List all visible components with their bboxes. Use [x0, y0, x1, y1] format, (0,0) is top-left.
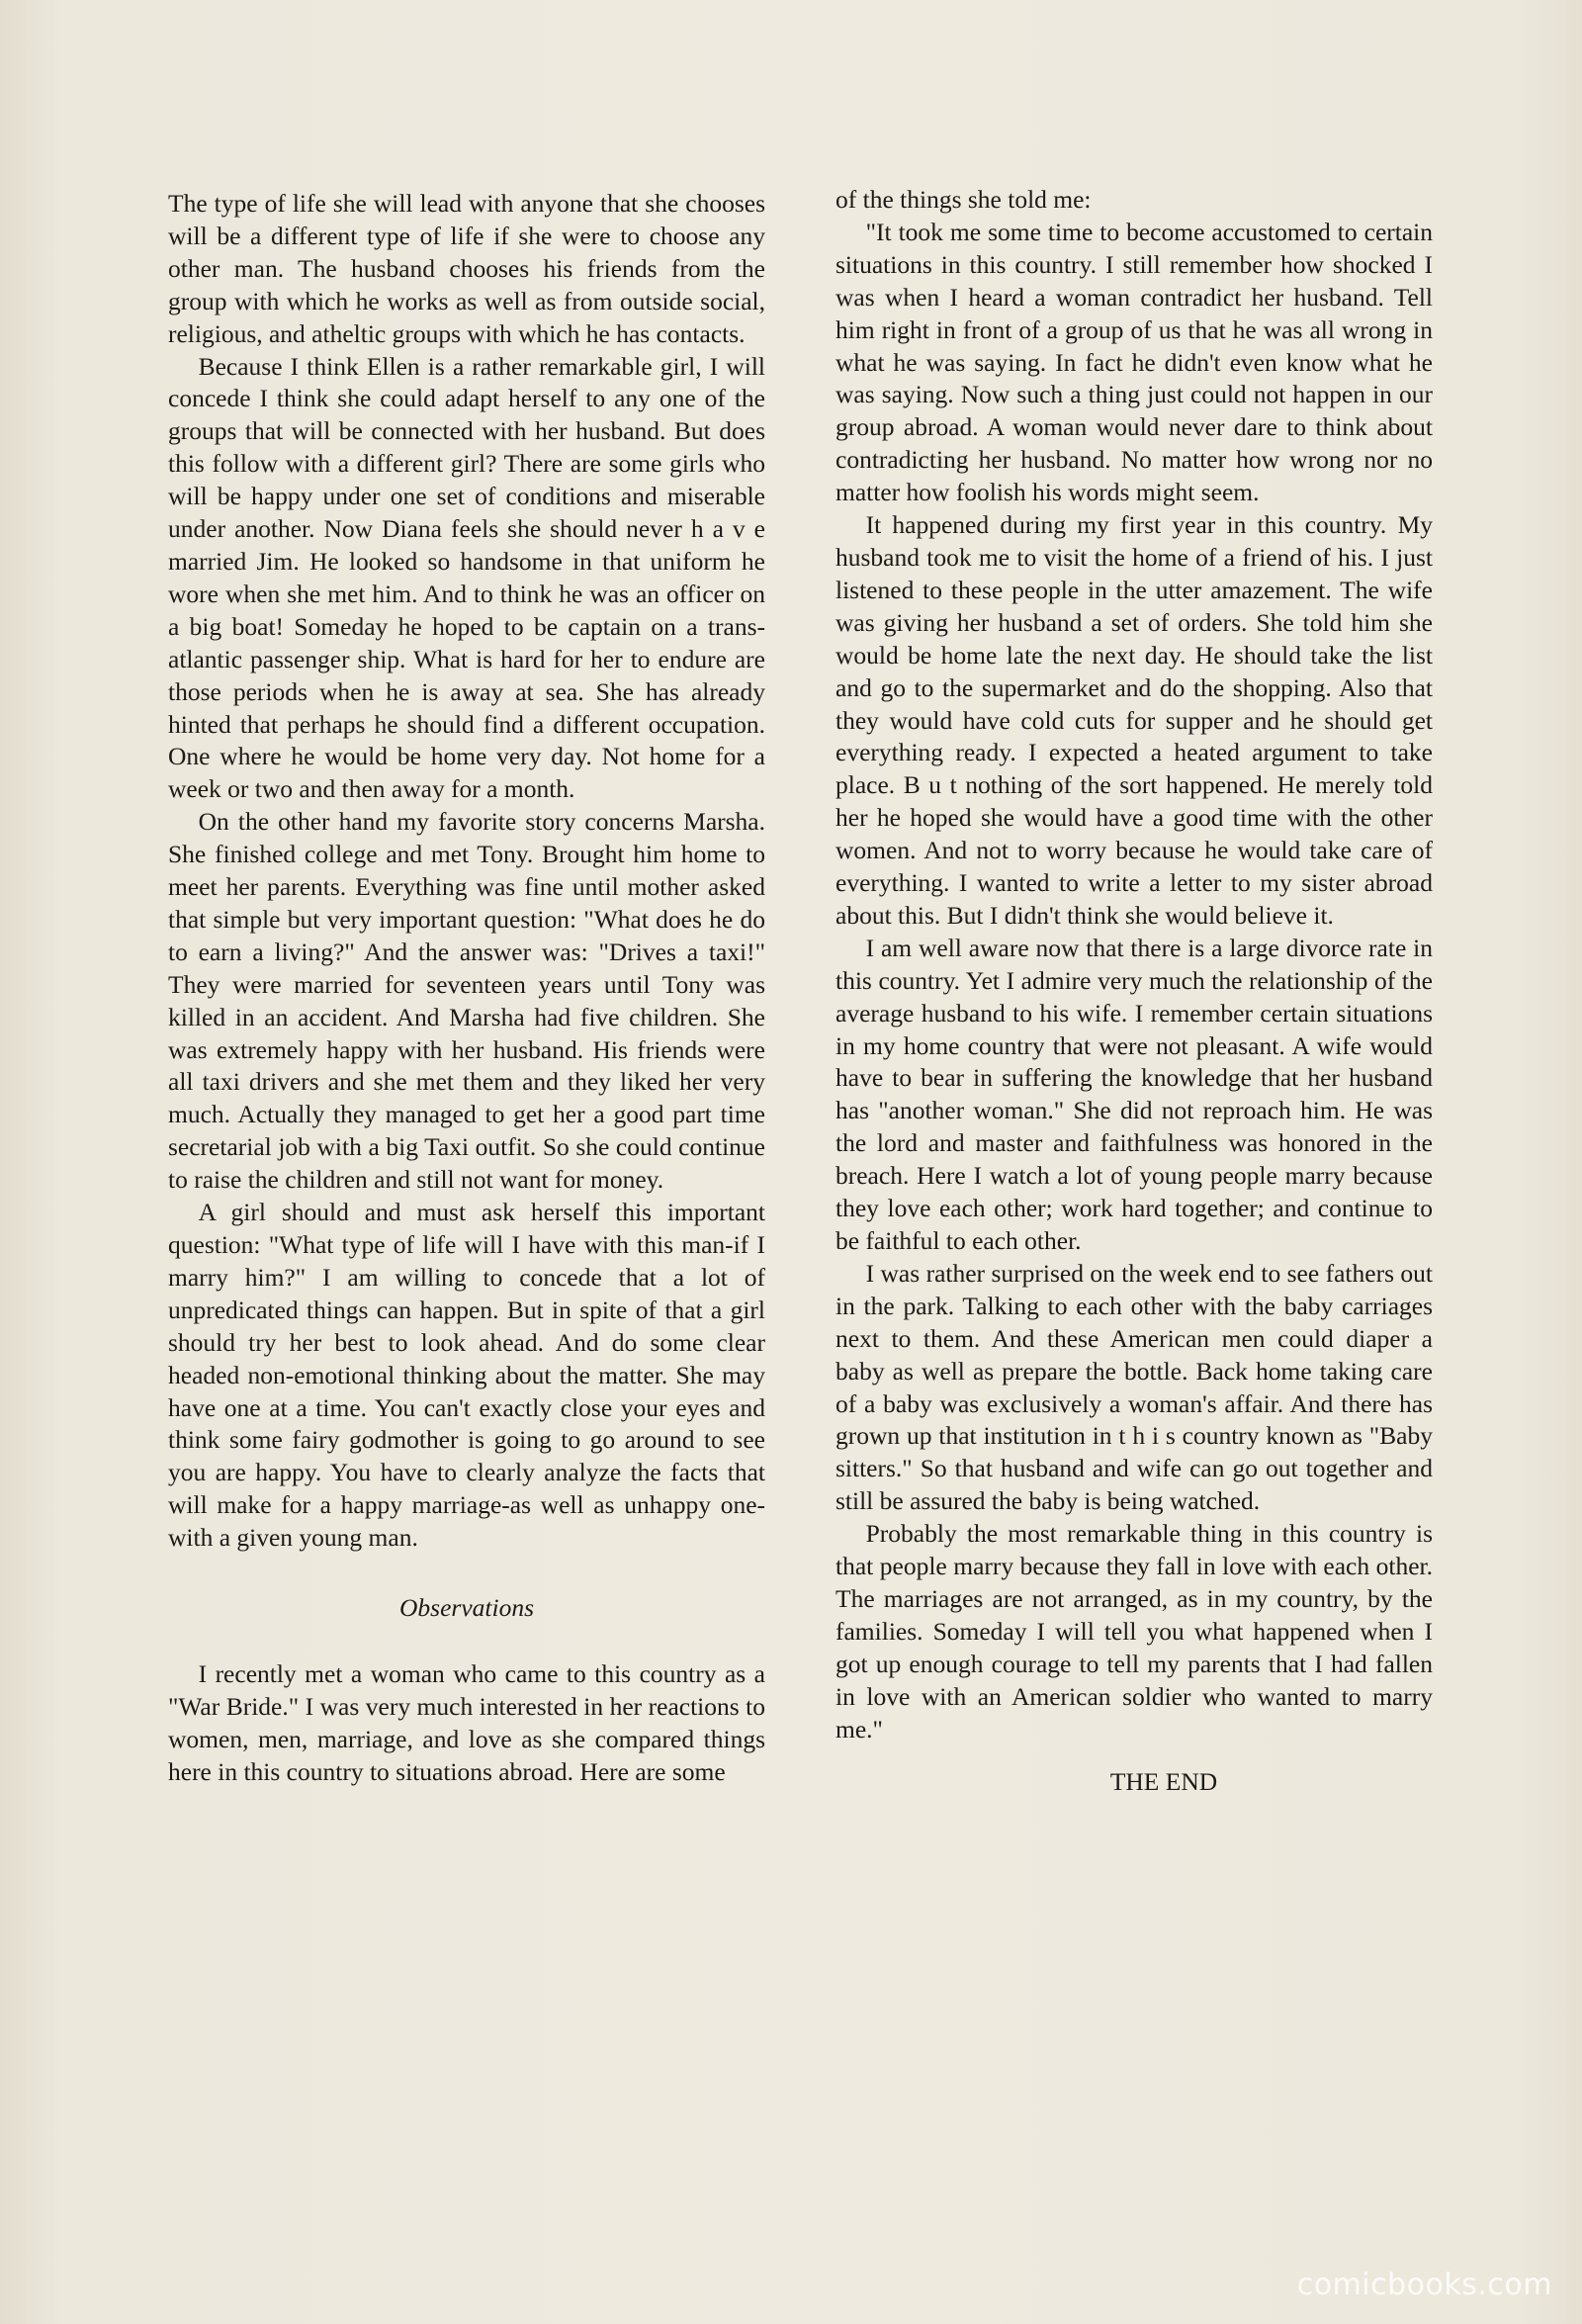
paragraph: "It took me some time to become accustomed to certain situations in this country. I still remember how shocked I was when I heard a woman contradict her husband. Tell him right in front of a group of us that he was all wrong in what he was saying. In fact he didn't even know what he was saying. Now such a thing just could not happen in our group abroad. A woman would never dare to think about contradicting her husband. No matter how wrong nor no matter how foolish his words might seem. — [835, 217, 1433, 507]
paragraph: Because I think Ellen is a rather remarkable girl, I will concede I think she could adapt herself to any one of the groups that will be connected with her husband. But does this follow with a different girl? There are some girls who will be happy under one set of conditions and miserable under another. Now Diana feels she should never h a v e married Jim. He looked so handsome in that uniform he wore when she met him. And to think he was an officer on a big boat! Someday he hoped to be captain on a trans-atlantic passenger ship. What is hard for her to endure are those periods when he is away at sea. She has already hinted that perhaps he should find a different occupation. One where he would be home very day. Not home for a week or two and then away for a month. — [168, 351, 765, 804]
paragraph: of the things she told me: — [835, 185, 1092, 214]
right-column — [835, 184, 1433, 1798]
paragraph: I am well aware now that there is a large divorce rate in this country. Yet I admire very much the relationship of the average husband to his wife. I remember certain situations in my home country that were not pleasant. A wife would have to bear in suffering the knowledge that her husband has "another woman." She did not reproach him. He was the lord and master and faithfulness was honored in the breach. Here I watch a lot of young people marry because they love each other; work hard together; and continue to be faithful to each other. — [835, 933, 1433, 1255]
paragraph: The type of life she will lead with anyone that she chooses will be a different type of life if she were to choose any other man. The husband chooses his friends from the group with which he works as well as from outside social, religious, and atheltic groups with which he has contacts. — [168, 189, 765, 348]
paragraph: It happened during my first year in this country. My husband took me to visit the home of a friend of his. I just listened to these people in the utter amazement. The wife was giving her husband a set of orders. She told him she would be home late the next day. He should take the list and go to the supermarket and do the shopping. Also that they would have cold cuts for supper and he should get everything ready. I expected a heated argument to take place. B u t nothing of the sort happened. He merely told her he hoped she would have a good time with the other women. And not to worry because he would take care of everything. I wanted to write a letter to my sister abroad about this. But I didn't think she would believe it. — [835, 510, 1433, 930]
the-end-label: THE END — [1109, 1766, 1218, 1796]
paragraph: On the other hand my favorite story concerns Marsha. She finished college and met Tony. Brought him home to meet her parents. Everything was fine until mother asked that simple but very important question: "What does he do to earn a living?" And the answer was: "Drives a taxi!" They were married for seventeen years until Tony was killed in an accident. And Marsha had five children. She was extremely happy with her husband. His friends were all taxi drivers and she met them and they liked her very much. Actually they managed to get her a good part time secretarial job with a big Taxi outfit. So she could continue to raise the children and still not want for money. — [168, 807, 765, 1195]
paragraph: Probably the most remarkable thing in this country is that people marry because they fall in love with each other. The marriages are not arranged, as in my country, by the families. Someday I will tell you what happened when I got up enough courage to tell my parents that I had fallen in love with an American soldier who wanted to marry me." — [835, 1519, 1433, 1743]
paragraph: A girl should and must ask herself this important question: "What type of life will I have with this man-if I marry him?" I am willing to concede that a lot of unpredicated things can happen. But in spite of that a girl should try her best to look ahead. And do some clear headed non-emotional thinking about the matter. She may have one at a time. You can't exactly close your eyes and think some fairy godmother is going to go around to see you are happy. You have to clearly analyze the facts that will make for a happy marriage-as well as unhappy one-with a given young man. — [168, 1198, 765, 1553]
paragraph: I recently met a woman who came to this country as a "War Bride." I was very much interested in her reactions to women, men, marriage, and love as she compared things here in this country to situations abroad. Here are some — [168, 1658, 765, 1786]
section-heading: Observations — [399, 1593, 534, 1623]
left-column — [168, 188, 765, 1789]
watermark: comicbooks.com — [1296, 2268, 1552, 2302]
paragraph: I was rather surprised on the week end to see fathers out in the park. Talking to each other with the baby carriages next to them. And these American men could diaper a baby as well as prepare the bottle. Back home taking care of a baby was exclusively a woman's affair. And there has grown up that institution in t h i s country known as "Baby sitters." So that husband and wife can go out together and still be assured the baby is being watched. — [835, 1258, 1433, 1516]
